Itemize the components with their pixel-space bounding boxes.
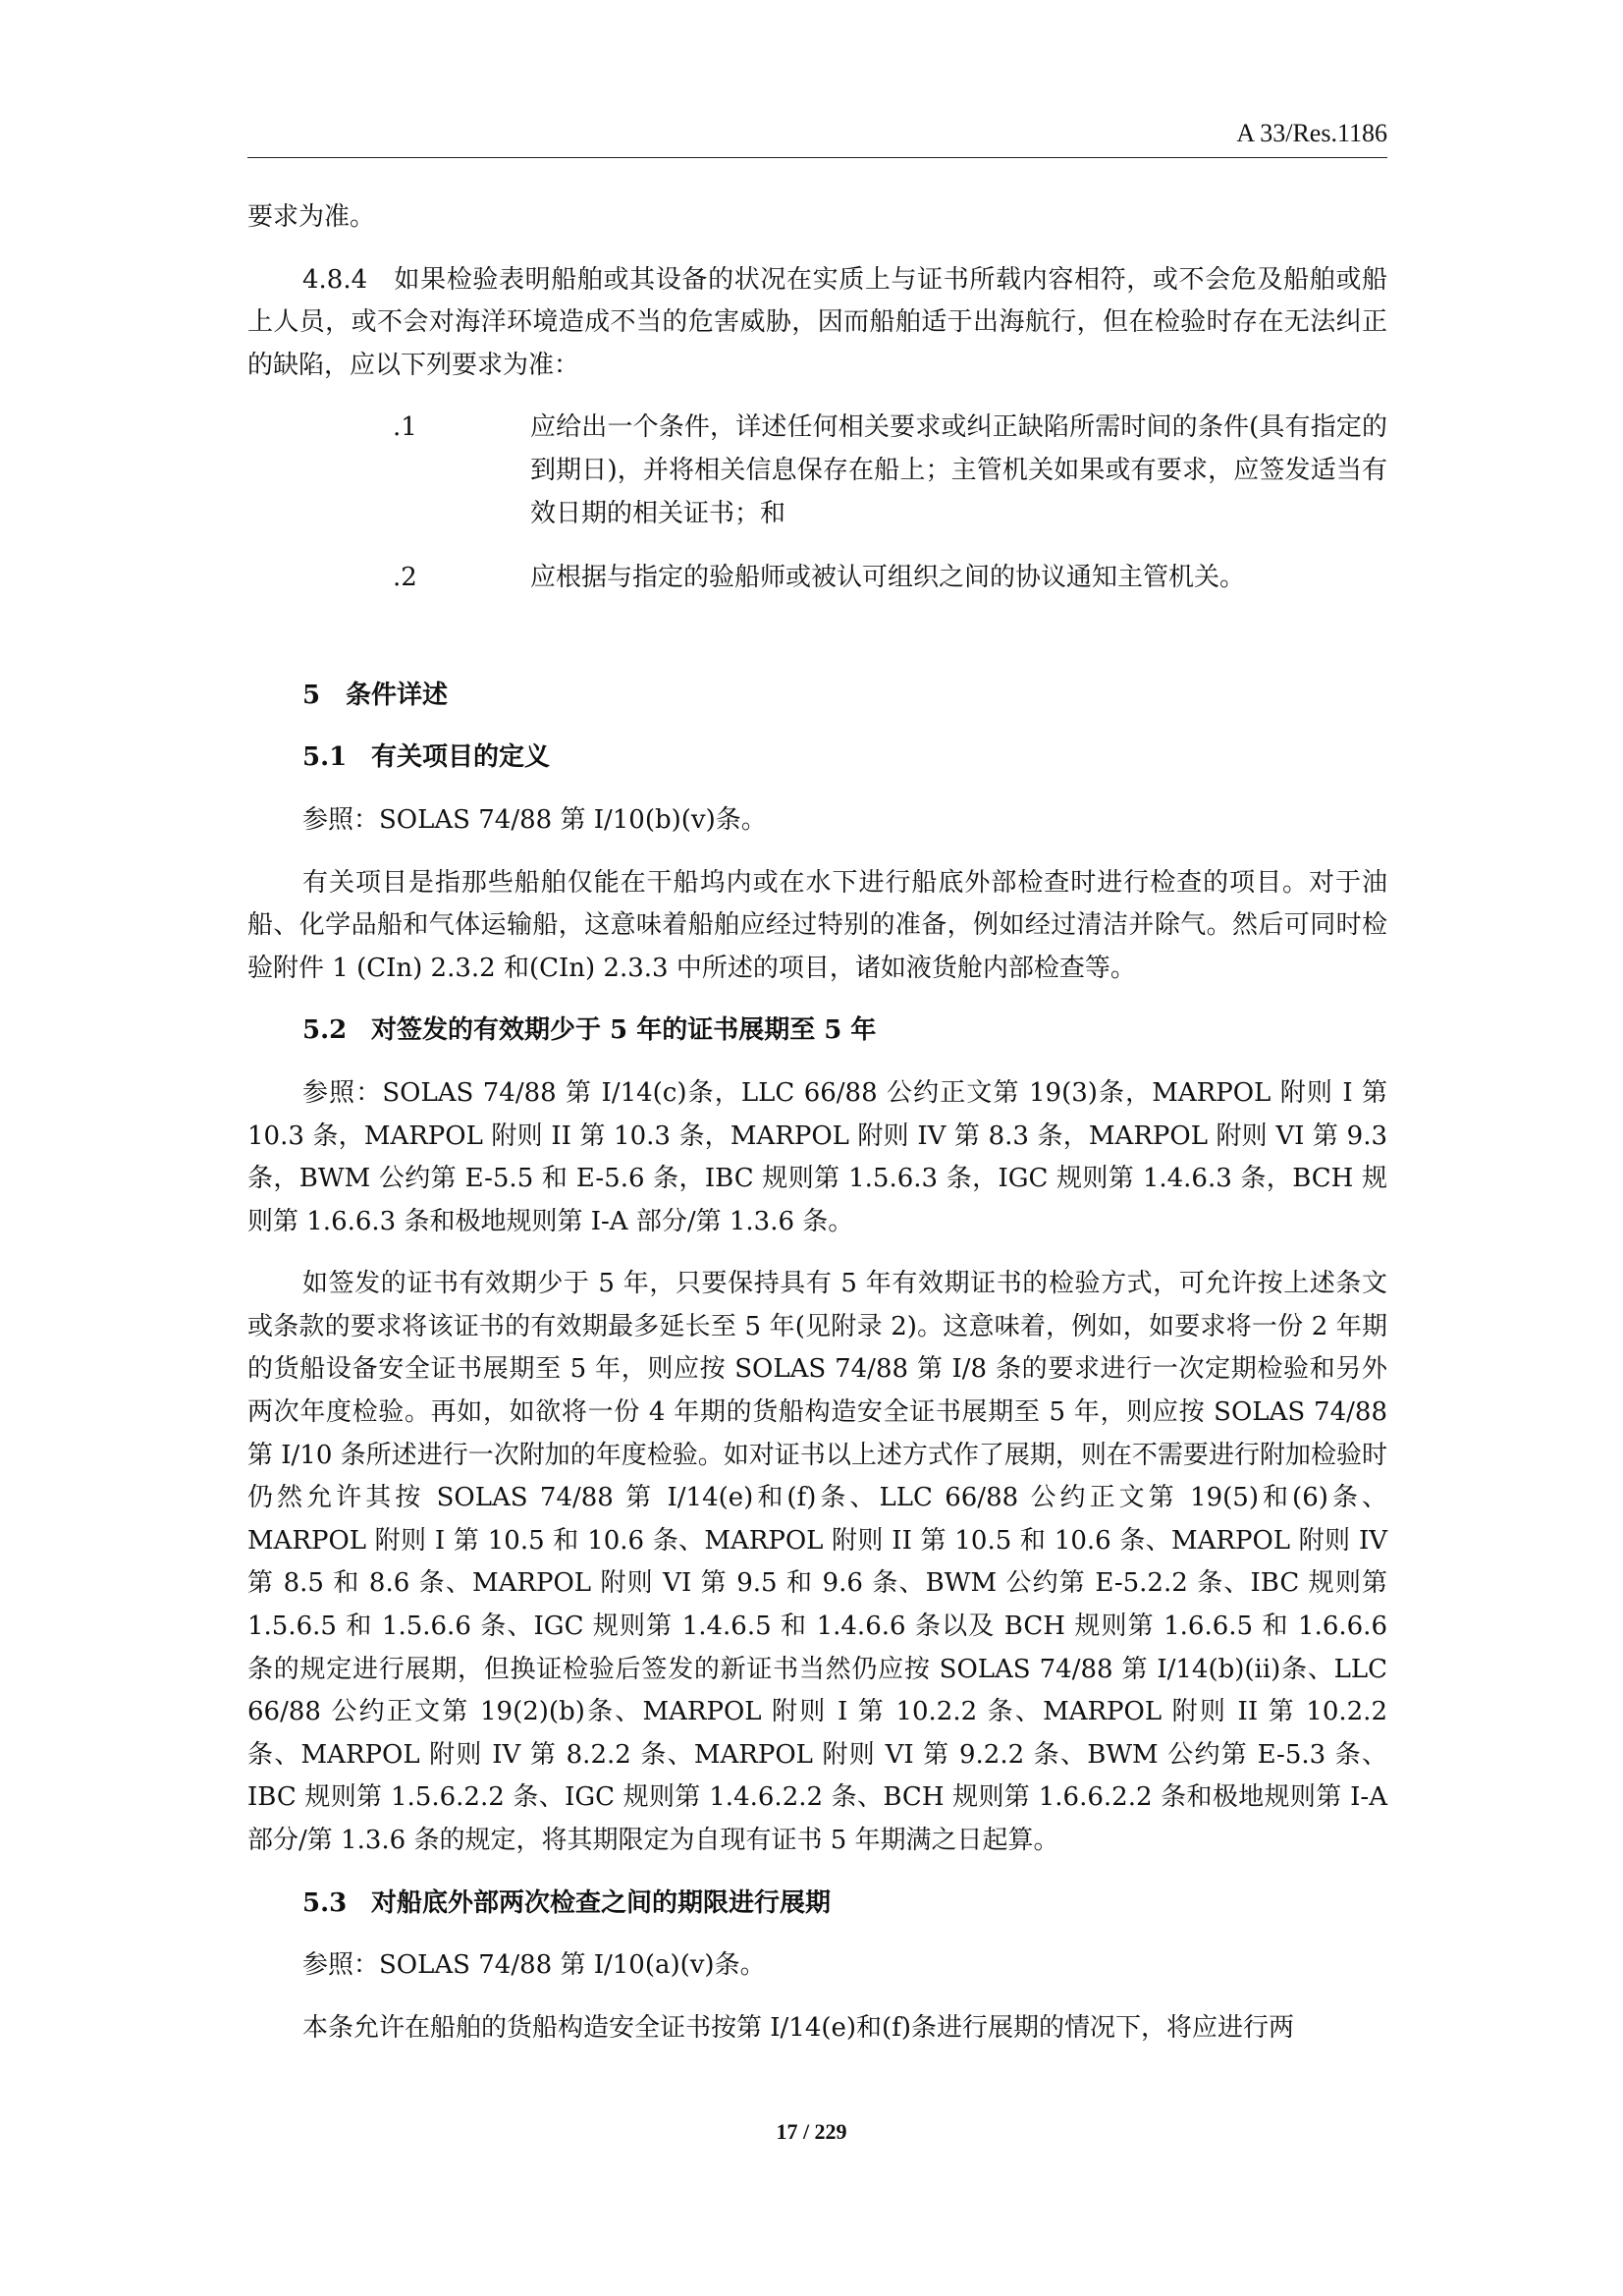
section-gap	[247, 622, 1387, 675]
section-title: 对船底外部两次检查之间的期限进行展期	[371, 1887, 832, 1918]
section-heading-5-1	[302, 737, 1387, 780]
page-number: 17 / 229	[776, 2119, 847, 2144]
paragraph-4-8-4: 4.8.4 如果检验表明船舶或其设备的状况在实质上与证书所载内容相符，或不会危及船舶或船上人员，或不会对海洋环境造成不当的危害威胁，因而船舶适于出海航行，但在检验时存在无法纠正的缺陷，应以下列要求为准：	[247, 264, 1387, 380]
document-body	[247, 196, 1387, 2069]
document-reference: A 33/Res.1186	[1236, 119, 1387, 147]
section-heading-5-3	[302, 1883, 1387, 1926]
reference-5-1: 参照：SOLAS 74/88 第 I/10(b)(v)条。	[302, 804, 767, 835]
paragraph-5-2: 如签发的证书有效期少于 5 年，只要保持具有 5 年有效期证书的检验方式，可允许按上述条文或条款的要求将该证书的有效期最多延长至 5 年(见附录 2)。这意味着，例如，如要求将一份 2 年期的货船设备安全证书展期至 5 年，则应按 SOLAS 74/88 第 I/8 条的要求进行一次定期检验和另外两次年度检验。再如，如欲将一份 4 年期的货船构造安全证书展期至 5 年，则应按 SOLAS 74/88 第 I/10 条所述进行一次附加的年度检验。如对证书以上述方式作了展期，则在不需要进行附加检验时仍然允许其按 SOLAS 74/88 第 I/14(e)和(f)条、LLC 66/88 公约正文第 19(5)和(6)条、MARPOL 附则 I 第 10.5 和 10.6 条、MARPOL 附则 II 第 10.5 和 10.6 条、MARPOL 附则 IV 第 8.5 和 8.6 条、MARPOL 附则 VI 第 9.5 和 9.6 条、BWM 公约第 E-5.2.2 条、IBC 规则第 1.5.6.5 和 1.5.6.6 条、IGC 规则第 1.4.6.5 和 1.4.6.6 条以及 BCH 规则第 1.6.6.5 和 1.6.6.6 条的规定进行展期，但换证检验后签发的新证书当然仍应按 SOLAS 74/88 第 I/14(b)(ii)条、LLC 66/88 公约正文第 19(2)(b)条、MARPOL 附则 I 第 10.2.2 条、MARPOL 附则 II 第 10.2.2 条、MARPOL 附则 IV 第 8.2.2 条、MARPOL 附则 VI 第 9.2.2 条、BWM 公约第 E-5.3 条、IBC 规则第 1.5.6.2.2 条、IGC 规则第 1.4.6.2.2 条、BCH 规则第 1.6.6.2.2 条和极地规则第 I-A 部分/第 1.3.6 条的规定，将其期限定为自现有证书 5 年期满之日起算。	[247, 1269, 1387, 1855]
section-number: 5.2	[302, 1015, 348, 1046]
list-item-number: .1	[393, 412, 417, 443]
list-item	[247, 407, 1387, 535]
section-title: 对签发的有效期少于 5 年的证书展期至 5 年	[371, 1015, 877, 1046]
section-number: 5	[302, 680, 321, 710]
section-number: 5.3	[302, 1887, 348, 1918]
section-heading-5-2	[302, 1010, 1387, 1053]
section-number: 5.1	[302, 742, 348, 773]
section-title: 条件详述	[346, 680, 449, 710]
list-item-text: 应给出一个条件，详述任何相关要求或纠正缺陷所需时间的条件(具有指定的到期日)，并将相关信息保存在船上；主管机关如果或有要求，应签发适当有效日期的相关证书；和	[530, 412, 1387, 528]
section-title: 有关项目的定义	[371, 742, 551, 773]
reference-5-3: 参照：SOLAS 74/88 第 I/10(a)(v)条。	[302, 1950, 766, 1981]
page-header	[247, 116, 1387, 158]
list-item-number: .2	[393, 563, 417, 593]
list-item-text: 应根据与指定的验船师或被认可组织之间的协议通知主管机关。	[530, 563, 1246, 593]
reference-5-2: 参照：SOLAS 74/88 第 I/14(c)条，LLC 66/88 公约正文第 19(3)条，MARPOL 附则 I 第 10.3 条，MARPOL 附则 II 第 10.3 条，MARPOL 附则 IV 第 8.3 条，MARPOL 附则 VI 第 9.3 条，BWM 公约第 E-5.5 和 E-5.6 条，IBC 规则第 1.5.6.3 条，IGC 规则第 1.4.6.3 条，BCH 规则第 1.6.6.3 条和极地规则第 I-A 部分/第 1.3.6 条。	[247, 1077, 1387, 1236]
paragraph-5-1: 有关项目是指那些船舶仅能在干船坞内或在水下进行船底外部检查时进行检查的项目。对于油船、化学品船和气体运输船，这意味着船舶应经过特别的准备，例如经过清洁并除气。然后可同时检验附件 1 (CIn) 2.3.2 和(CIn) 2.3.3 中所述的项目，诸如液货舱内部检查等。	[247, 867, 1387, 983]
paragraph-5-3: 本条允许在船舶的货船构造安全证书按第 I/14(e)和(f)条进行展期的情况下，将应进行两	[302, 2012, 1294, 2043]
section-heading-5	[302, 675, 1387, 718]
paragraph-continuation: 要求为准。	[247, 202, 376, 232]
list-item	[247, 557, 1387, 600]
